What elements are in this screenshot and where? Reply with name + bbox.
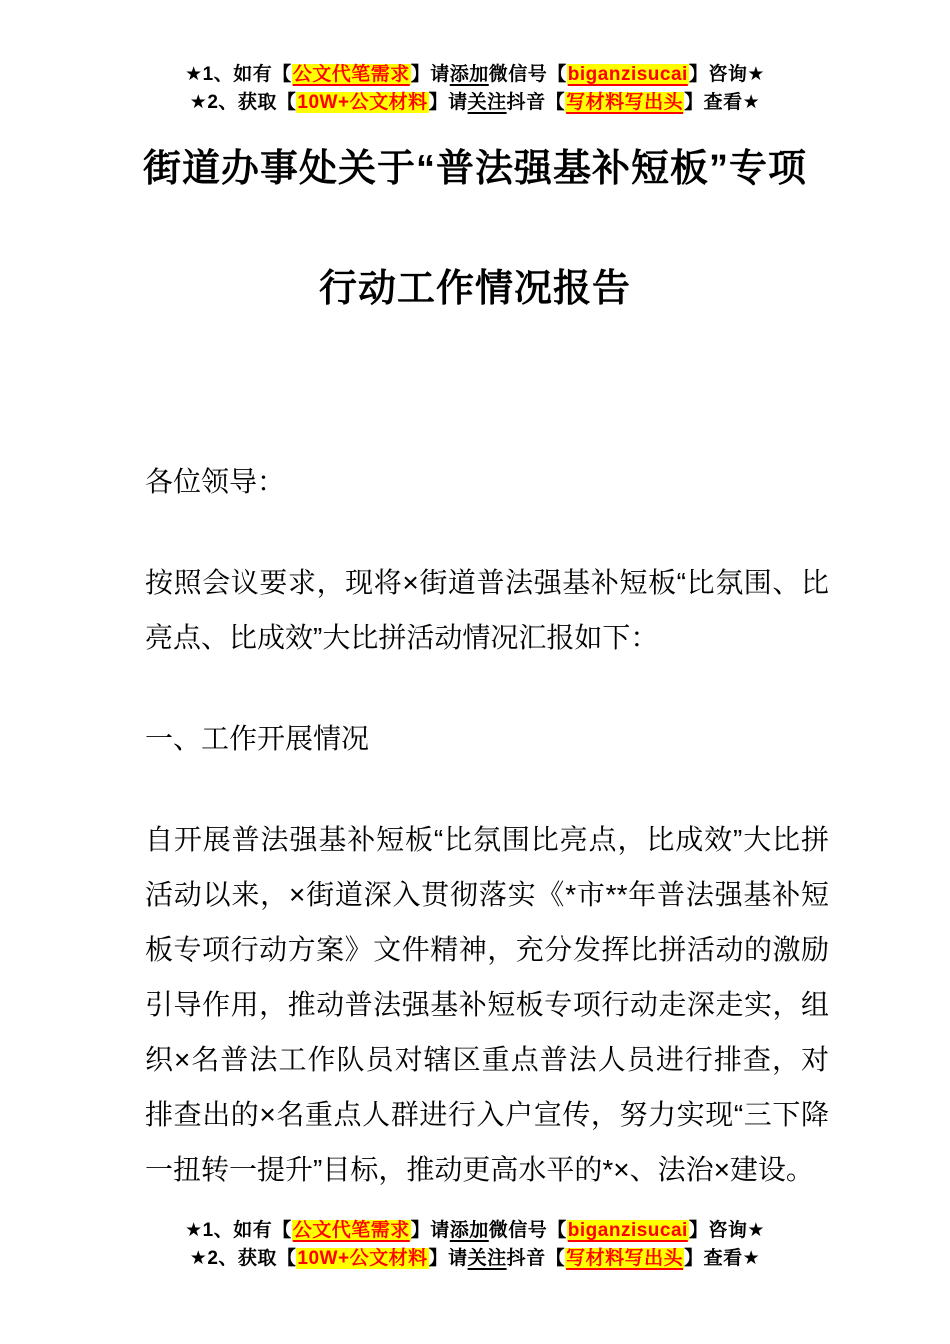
ad1-wechat-id-highlight: biganzisucai (567, 64, 688, 85)
ad2-douyin-label: 抖音【 (506, 92, 566, 113)
ad2-bracket: 】请 (428, 92, 468, 113)
footer-ad2-suffix: 】查看★ (684, 1248, 761, 1269)
footer-ad-line-1 (0, 1217, 950, 1245)
ad2-follow-underlined: 关注 (467, 92, 507, 113)
ad1-suffix: 】咨询★ (688, 64, 765, 85)
footer-ad2-follow-underlined: 关注 (467, 1248, 507, 1269)
footer-ad (0, 1217, 950, 1273)
ad1-wechat-label: 微信号【 (488, 64, 567, 85)
header-ad (0, 61, 950, 117)
footer-ad2-prefix: ★2、获取【 (189, 1248, 297, 1269)
ad2-prefix: ★2、获取【 (189, 92, 297, 113)
footer-ad1-prefix: ★1、如有【 (185, 1220, 292, 1241)
footer-ad-line-2 (0, 1245, 950, 1273)
footer-ad1-bracket: 】请 (410, 1220, 450, 1241)
footer-ad2-materials-highlight: 10W+公文材料 (297, 1248, 428, 1269)
ad1-service-highlight: 公文代笔需求 (292, 64, 410, 85)
document-body (145, 454, 829, 1197)
doc-title-line-2: 行动工作情况报告 (318, 268, 631, 310)
ad2-douyin-name-highlight: 写材料写出头 (566, 92, 684, 113)
ad2-materials-highlight: 10W+公文材料 (297, 92, 428, 113)
section-1-paragraph: 自开展普法强基补短板“比氛围比亮点，比成效”大比拼活动以来，×街道深入贯彻落实《*市**年普法强基补短板专项行动方案》文件精神，充分发挥比拼活动的激励引导作用，推动普法强基补短板专项行动走深走实，组织×名普法工作队员对辖区重点普法人员进行排查，对排查出的×名重点人群进行入户宣传，努力实现“三下降一扭转一提升”目标，推动更高水平的*×、法治×建设。 (145, 824, 829, 1185)
footer-ad1-service-highlight: 公文代笔需求 (292, 1220, 410, 1241)
header-ad-line-2 (0, 89, 950, 117)
ad1-bracket: 】请 (410, 64, 450, 85)
footer-ad2-douyin-label: 抖音【 (506, 1248, 566, 1269)
intro-paragraph: 按照会议要求，现将×街道普法强基补短板“比氛围、比亮点、比成效”大比拼活动情况汇报如下： (145, 567, 829, 653)
footer-ad1-wechat-id-highlight: biganzisucai (567, 1220, 688, 1241)
header-ad-line-1 (0, 61, 950, 89)
footer-ad1-wechat-label: 微信号【 (488, 1220, 567, 1241)
footer-ad1-suffix: 】咨询★ (688, 1220, 765, 1241)
footer-ad1-add-underlined: 添加 (449, 1220, 489, 1241)
ad2-suffix: 】查看★ (684, 92, 761, 113)
ad1-prefix: ★1、如有【 (185, 64, 292, 85)
section-heading-1: 一、工作开展情况 (145, 723, 370, 754)
footer-ad2-douyin-name-highlight: 写材料写出头 (566, 1248, 684, 1269)
salutation: 各位领导： (145, 466, 286, 497)
footer-ad2-bracket: 】请 (428, 1248, 468, 1269)
doc-title-line-1: 街道办事处关于“普法强基补短板”专项 (142, 148, 807, 190)
ad1-add-underlined: 添加 (449, 64, 489, 85)
